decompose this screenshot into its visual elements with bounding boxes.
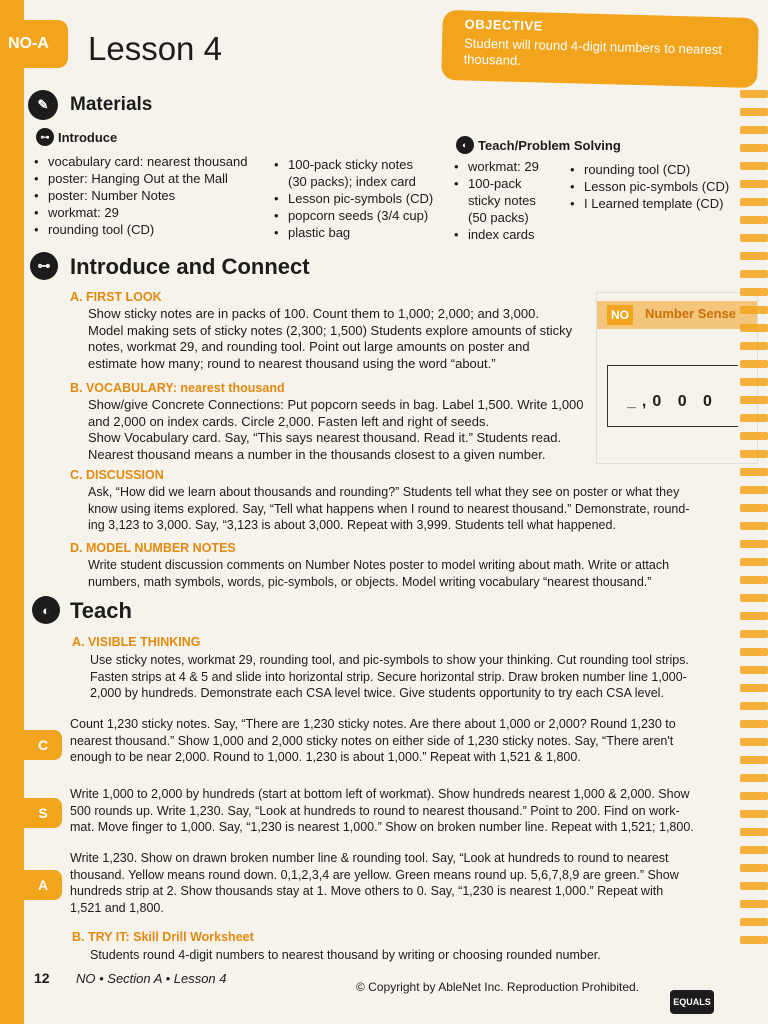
list-item: sticky notes <box>468 193 536 208</box>
visible-thinking-title: A. VISIBLE THINKING <box>72 635 201 649</box>
model-notes-title: D. MODEL NUMBER NOTES <box>70 541 236 555</box>
vocabulary-title: B. VOCABULARY: nearest thousand <box>70 381 285 395</box>
list-item: • poster: Number Notes <box>30 187 270 204</box>
objective-box <box>441 10 759 88</box>
try-it-title: B. TRY IT: Skill Drill Worksheet <box>72 930 254 944</box>
teach-materials-col1 <box>450 158 570 243</box>
teach-heading: Teach <box>70 598 132 623</box>
csa-tag-s: S <box>24 798 62 828</box>
introduce-materials-heading: Introduce <box>58 130 118 145</box>
text-line: 1,521 and 1,800. <box>70 900 164 915</box>
number-sense-title: Number Sense <box>645 306 737 321</box>
list-item: • vocabulary card: nearest thousand <box>30 153 270 170</box>
list-item: • I Learned template (CD) <box>566 195 736 212</box>
number-sense-header <box>597 301 757 329</box>
introduce-connect-heading: Introduce and Connect <box>70 254 310 279</box>
list-item: • Lesson pic-symbols (CD) <box>566 178 736 195</box>
list-item: • 100-pack sticky notes <box>270 156 450 173</box>
text-line: Show Vocabulary card. Say, “This says nearest thousand. Read it.” Students read. <box>88 430 562 445</box>
teach-icon: ◐ <box>32 596 60 624</box>
text-line: know using items explored. Say, “Tell what happens when I round to nearest thousand.” Demonstrate, round- <box>88 501 690 516</box>
introduce-materials-col1 <box>30 153 270 238</box>
text-line: Write student discussion comments on Number Notes poster to model writing about math. Write or attach <box>88 558 670 572</box>
text-line: Show/give Concrete Connections: Put popcorn seeds in bag. Label 1,500. Write 1,000 <box>88 397 584 412</box>
list-item: • plastic bag <box>270 224 450 241</box>
text-line: notes, workmat 29, and rounding tool. Point out large amounts on poster and <box>88 339 530 354</box>
text-line: 500 rounds up. Write 1,230. Say, “Look at hundreds to round to nearest thousand.” Point to 200. Find on work- <box>70 803 680 818</box>
copyright-text: © Copyright by AbleNet Inc. Reproduction Prohibited. <box>356 980 639 994</box>
try-it-text: Students round 4-digit numbers to nearest thousand by writing or choosing rounded number. <box>90 948 601 962</box>
number-sense-box <box>596 292 758 464</box>
list-item: • workmat: 29 <box>30 204 270 221</box>
discussion-text <box>88 484 733 534</box>
csa-tag-c: C <box>24 730 62 760</box>
list-item: (30 packs); index card <box>288 174 416 189</box>
footer-section: NO • Section A • Lesson 4 <box>76 971 227 986</box>
text-line: Nearest thousand means a number in the thousands closest to a given number. <box>88 446 546 462</box>
list-item: (50 packs) <box>468 210 529 225</box>
semi-concrete-text <box>70 786 732 836</box>
objective-heading: OBJECTIVE <box>464 16 543 34</box>
equals-logo: EQUALS <box>670 990 714 1014</box>
teach-materials-heading: Teach/Problem Solving <box>478 138 621 153</box>
introduce-connect-icon: ⊶ <box>30 252 58 280</box>
text-line: Show sticky notes are in packs of 100. Count them to 1,000; 2,000; and 3,000. <box>88 306 539 321</box>
list-item: • rounding tool (CD) <box>30 221 270 238</box>
abstract-text <box>70 850 732 916</box>
text-line: numbers, math symbols, words, pic-symbols, or objects. Model writing vocabulary “nearest thousand.” <box>88 574 652 589</box>
page-number: 12 <box>34 970 50 986</box>
spiral-binding <box>740 90 768 1020</box>
text-line: and 2,000 on index cards. Circle 2,000. Fasten left and right of seeds. <box>88 413 490 429</box>
text-line: Ask, “How did we learn about thousands and rounding?” Students tell what they see on poster or what they <box>88 485 680 499</box>
list-item: • Lesson pic-symbols (CD) <box>270 190 450 207</box>
text-line: mat. Move finger to 1,000. Say, “1,230 is nearest 1,000.” Show on broken number line. Repeat with 1,521; 1,800. <box>70 820 694 834</box>
vocabulary-text <box>88 397 598 463</box>
text-line: estimate how many; round to nearest thousand using the word “about.” <box>88 355 496 371</box>
text-line: Write 1,230. Show on drawn broken number line & rounding tool. Say, “Look at hundreds to round to nearest <box>70 851 669 865</box>
text-line: Fasten strips at 4 & 5 and slide into horizontal strip. Secure horizontal strip. Draw broken number line 1,000- <box>90 669 687 684</box>
teach-materials-icon: ◐ <box>456 136 474 154</box>
text-line: hundreds strip at 2. Show thousands stay at 1. Move others to 0. Say, “1,230 is nearest 1,000.” Repeat with <box>70 884 664 898</box>
first-look-title: A. FIRST LOOK <box>70 290 162 304</box>
teach-materials-col2 <box>566 161 736 212</box>
text-line: Use sticky notes, workmat 29, rounding tool, and pic-symbols to show your thinking. Cut rounding tool strips. <box>90 653 689 667</box>
list-item: • 100-pack <box>450 175 570 192</box>
list-item: • workmat: 29 <box>450 158 570 175</box>
text-line: nearest thousand.” Show 1,000 and 2,000 sticky notes on either side of 1,230 sticky notes. Say, “There aren't <box>70 733 674 748</box>
list-item: • poster: Hanging Out at the Mall <box>30 170 270 187</box>
materials-heading: Materials <box>70 94 153 115</box>
list-item: • index cards <box>450 226 570 243</box>
first-look-text <box>88 306 598 372</box>
list-item: • popcorn seeds (3/4 cup) <box>270 207 450 224</box>
introduce-icon: ⊶ <box>36 128 54 146</box>
list-item: • rounding tool (CD) <box>566 161 736 178</box>
text-line: 2,000 by hundreds. Demonstrate each CSA level twice. Give students opportunity to try each CSA level. <box>90 686 664 700</box>
model-notes-text <box>88 557 733 590</box>
text-line: Model making sets of sticky notes (2,300; 1,500) Students explore amounts of sticky <box>88 322 573 338</box>
text-line: Count 1,230 sticky notes. Say, “There are 1,230 sticky notes. Are there about 1,000 or 2,000? Round 1,230 to <box>70 717 676 731</box>
pencil-icon: ✎ <box>28 90 58 120</box>
left-color-strip <box>0 0 24 1024</box>
number-sense-digits: _,0 0 0 <box>627 393 718 410</box>
text-line: Write 1,000 to 2,000 by hundreds (start at bottom left of workmat). Show hundreds nearest 1,000 & 2,000. Show <box>70 787 690 801</box>
text-line: enough to be near 2,000. Round to 1,000. 1,230 is about 1,000.” Repeat with 1,521 & 1,800. <box>70 750 581 764</box>
lesson-title: Lesson 4 <box>88 30 222 67</box>
text-line: thousand. Yellow means round down. 0,1,2,3,4 are yellow. Green means round up. 5,6,7,8,9 are green.” Show <box>70 867 679 882</box>
visible-thinking-text <box>90 652 730 702</box>
text-line: ing 3,123 to 3,000. Say, “3,123 is about 3,000. Repeat with 3,999. Students tell what happened. <box>88 518 616 532</box>
introduce-materials-col2 <box>270 156 450 241</box>
section-tag: NO-A <box>0 20 68 68</box>
number-sense-tag: NO <box>607 305 633 325</box>
discussion-title: C. DISCUSSION <box>70 468 164 482</box>
concrete-text <box>70 716 732 766</box>
objective-text: Student will round 4-digit numbers to nearest thousand. <box>463 35 723 68</box>
csa-tag-a: A <box>24 870 62 900</box>
